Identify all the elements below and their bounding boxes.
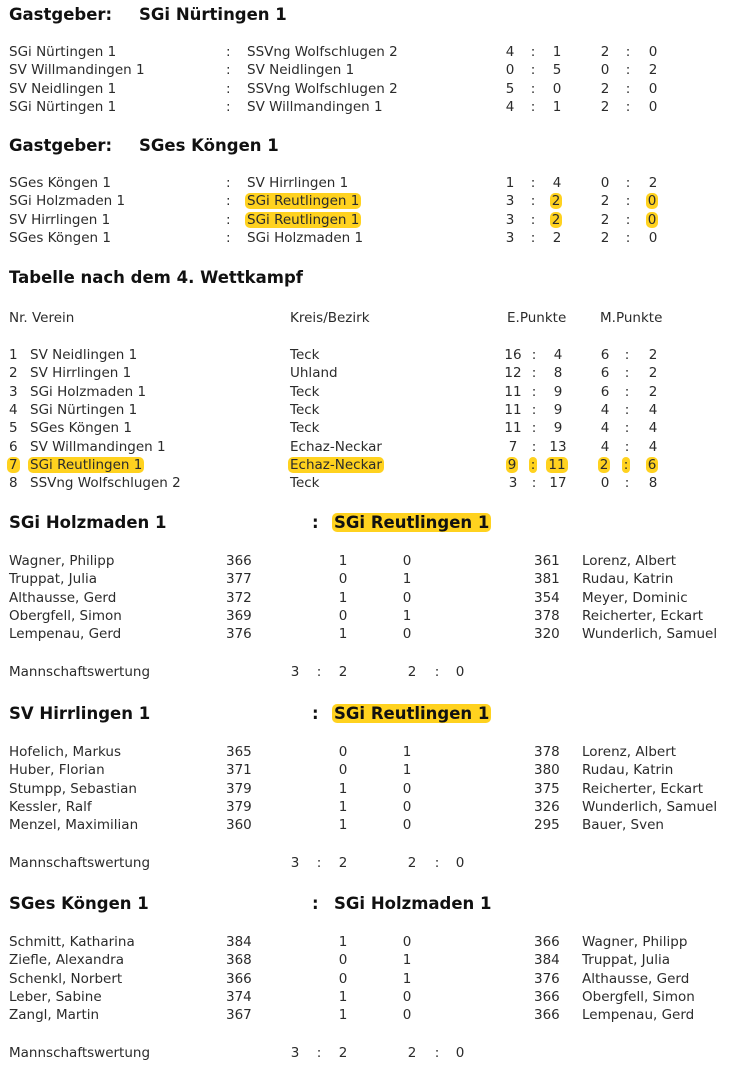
duel-sep: : bbox=[312, 513, 319, 532]
highlight-mark: 2 bbox=[551, 211, 561, 228]
point-home: 0 bbox=[338, 744, 348, 760]
sep: : bbox=[624, 401, 630, 418]
match-epunkte-home: 1 bbox=[505, 175, 515, 191]
host-name: SGi Nürtingen 1 bbox=[139, 5, 287, 24]
match-away: SGi Holzmaden 1 bbox=[247, 229, 364, 246]
match-mpunkte-home: 0 bbox=[600, 175, 610, 191]
match-mpunkte-home: 2 bbox=[600, 229, 610, 246]
match-mpunkte-away: 2 bbox=[648, 62, 658, 79]
sep bbox=[619, 457, 635, 473]
sep: : bbox=[531, 383, 537, 400]
match-sep: : bbox=[625, 44, 631, 60]
score-away: 361 bbox=[534, 553, 560, 569]
score-home: 384 bbox=[226, 934, 252, 950]
highlight-mark: 11 bbox=[548, 456, 566, 473]
score-home: 368 bbox=[226, 952, 252, 969]
match-epunkte-away: 1 bbox=[552, 98, 562, 115]
point-home: 1 bbox=[338, 626, 348, 643]
club-name: SV Hirrlingen 1 bbox=[30, 365, 132, 382]
match-sep: : bbox=[530, 80, 536, 97]
rank: 5 bbox=[9, 420, 18, 437]
team-mp-home: 2 bbox=[407, 1045, 417, 1061]
host-label: Gastgeber: bbox=[9, 136, 113, 155]
point-away: 1 bbox=[402, 571, 412, 588]
shooter-home: Schenkl, Norbert bbox=[9, 970, 123, 987]
team-rating-label: Mannschaftswertung bbox=[9, 855, 151, 871]
host-label: Gastgeber: bbox=[9, 5, 113, 24]
mpunkte-plus: 4 bbox=[600, 420, 610, 437]
match-home: SGes Köngen 1 bbox=[9, 229, 111, 246]
score-home: 367 bbox=[226, 1007, 252, 1024]
team-ep-away: 2 bbox=[338, 1045, 348, 1061]
team-rating-label: Mannschaftswertung bbox=[9, 664, 151, 680]
point-away: 0 bbox=[402, 798, 412, 815]
host-name: SGes Köngen 1 bbox=[139, 136, 279, 155]
point-away: 0 bbox=[402, 780, 412, 797]
mpunkte-minus: 4 bbox=[648, 438, 658, 455]
rank: 6 bbox=[9, 438, 18, 455]
shooter-home: Menzel, Maximilian bbox=[9, 817, 139, 834]
shooter-away: Althausse, Gerd bbox=[582, 970, 690, 987]
club-district: Teck bbox=[290, 401, 320, 418]
highlight-mark: SGi Reutlingen 1 bbox=[334, 513, 490, 532]
match-away: SSVng Wolfschlugen 2 bbox=[247, 80, 398, 97]
match-epunkte-home: 3 bbox=[505, 229, 515, 246]
epunkte-plus: 11 bbox=[504, 383, 522, 400]
team-sep: : bbox=[316, 855, 322, 871]
score-home: 379 bbox=[226, 798, 252, 815]
club-name: SV Neidlingen 1 bbox=[30, 347, 138, 363]
score-away: 354 bbox=[534, 589, 560, 606]
highlight-mark: 9 bbox=[507, 456, 517, 473]
sep: : bbox=[624, 420, 630, 437]
match-mpunkte-away: 2 bbox=[648, 175, 658, 191]
highlight-mark: 0 bbox=[647, 193, 657, 210]
highlight-mark: 0 bbox=[647, 211, 657, 228]
highlight-mark: 2 bbox=[551, 193, 561, 210]
col-header-nr-verein: Nr. Verein bbox=[9, 310, 75, 326]
highlight-mark: SGi Reutlingen 1 bbox=[334, 704, 490, 723]
point-away: 0 bbox=[402, 988, 412, 1005]
score-away: 295 bbox=[534, 817, 560, 834]
point-home: 0 bbox=[338, 970, 348, 987]
match-mpunkte-home: 2 bbox=[600, 98, 610, 115]
match-sep: : bbox=[226, 80, 231, 97]
duel-sep: : bbox=[312, 894, 319, 913]
score-away: 326 bbox=[534, 798, 560, 815]
match-mpunkte-home: 2 bbox=[600, 211, 610, 228]
match-mpunkte-home: 2 bbox=[600, 193, 610, 210]
score-home: 379 bbox=[226, 780, 252, 797]
sep: : bbox=[624, 383, 630, 400]
highlight-mark: SGi Reutlingen 1 bbox=[247, 193, 360, 210]
epunkte-minus bbox=[547, 457, 569, 473]
mpunkte-minus: 4 bbox=[648, 420, 658, 437]
highlight-mark: SGi Reutlingen 1 bbox=[30, 456, 143, 473]
match-sep: : bbox=[226, 62, 231, 79]
mpunkte-minus: 2 bbox=[648, 347, 658, 363]
duel-away-team: SGi Holzmaden 1 bbox=[334, 894, 492, 913]
point-away: 1 bbox=[402, 970, 412, 987]
match-home: SGi Holzmaden 1 bbox=[9, 193, 126, 210]
match-away bbox=[247, 193, 361, 209]
rank: 2 bbox=[9, 365, 18, 382]
mpunkte-plus: 6 bbox=[600, 365, 610, 382]
match-mpunkte-home: 2 bbox=[600, 80, 610, 97]
team-mp-away: 0 bbox=[455, 664, 465, 680]
score-home: 371 bbox=[226, 762, 252, 779]
club-name: SGi Nürtingen 1 bbox=[30, 401, 138, 418]
shooter-home: Wagner, Philipp bbox=[9, 553, 115, 569]
match-epunkte-away: 1 bbox=[552, 44, 562, 60]
shooter-away: Obergfell, Simon bbox=[582, 988, 695, 1005]
score-away: 376 bbox=[534, 970, 560, 987]
match-epunkte-away: 4 bbox=[552, 175, 562, 191]
point-away: 1 bbox=[402, 744, 412, 760]
match-mpunkte-away: 0 bbox=[648, 80, 658, 97]
epunkte-minus: 9 bbox=[553, 420, 563, 437]
score-away: 378 bbox=[534, 607, 560, 624]
club-name: SGes Köngen 1 bbox=[30, 420, 132, 437]
team-mp-away: 0 bbox=[455, 1045, 465, 1061]
shooter-away: Wunderlich, Samuel bbox=[582, 798, 718, 815]
shooter-home: Stumpp, Sebastian bbox=[9, 780, 137, 797]
rank: 1 bbox=[9, 347, 18, 363]
point-home: 0 bbox=[338, 571, 348, 588]
match-home: SV Willmandingen 1 bbox=[9, 62, 145, 79]
point-home: 1 bbox=[338, 934, 348, 950]
point-away: 1 bbox=[402, 952, 412, 969]
mpunkte-minus: 8 bbox=[648, 475, 658, 492]
match-away: SV Hirrlingen 1 bbox=[247, 175, 349, 191]
score-away: 378 bbox=[534, 744, 560, 760]
score-home: 372 bbox=[226, 589, 252, 606]
match-sep: : bbox=[625, 193, 631, 210]
match-sep: : bbox=[625, 229, 631, 246]
shooter-away: Wagner, Philipp bbox=[582, 934, 688, 950]
match-away bbox=[247, 212, 361, 228]
club-district: Teck bbox=[290, 347, 320, 363]
score-away: 320 bbox=[534, 626, 560, 643]
point-home: 1 bbox=[338, 589, 348, 606]
match-epunkte-home: 4 bbox=[505, 44, 515, 60]
epunkte-plus bbox=[502, 457, 524, 473]
team-rating-label: Mannschaftswertung bbox=[9, 1045, 151, 1061]
score-home: 366 bbox=[226, 970, 252, 987]
mpunkte-plus: 6 bbox=[600, 347, 610, 363]
match-mpunkte-away bbox=[643, 212, 663, 228]
point-away: 0 bbox=[402, 817, 412, 834]
match-epunkte-away: 2 bbox=[552, 229, 562, 246]
sep: : bbox=[531, 365, 537, 382]
match-home: SV Neidlingen 1 bbox=[9, 80, 117, 97]
match-epunkte-home: 5 bbox=[505, 80, 515, 97]
match-sep: : bbox=[530, 98, 536, 115]
team-sep: : bbox=[434, 1045, 440, 1061]
team-ep-home: 3 bbox=[290, 1045, 300, 1061]
shooter-away: Rudau, Katrin bbox=[582, 571, 674, 588]
match-mpunkte-away: 0 bbox=[648, 44, 658, 60]
point-home: 1 bbox=[338, 1007, 348, 1024]
duel-home-team: SV Hirrlingen 1 bbox=[9, 704, 151, 723]
club-district: Echaz-Neckar bbox=[290, 438, 382, 455]
shooter-away: Rudau, Katrin bbox=[582, 762, 674, 779]
score-home: 366 bbox=[226, 553, 252, 569]
club-name: SGi Holzmaden 1 bbox=[30, 383, 147, 400]
rank: 3 bbox=[9, 383, 18, 400]
point-home: 1 bbox=[338, 817, 348, 834]
duel-away-team bbox=[334, 513, 491, 532]
epunkte-minus: 9 bbox=[553, 383, 563, 400]
match-sep: : bbox=[625, 175, 631, 191]
epunkte-plus: 7 bbox=[508, 438, 518, 455]
col-header-epunkte: E.Punkte bbox=[507, 310, 567, 326]
point-home: 1 bbox=[338, 988, 348, 1005]
point-away: 1 bbox=[402, 607, 412, 624]
sep: : bbox=[531, 420, 537, 437]
match-epunkte-away: 0 bbox=[552, 80, 562, 97]
match-mpunkte-away: 0 bbox=[648, 229, 658, 246]
duel-home-team: SGi Holzmaden 1 bbox=[9, 513, 167, 532]
match-sep: : bbox=[625, 62, 631, 79]
club-name bbox=[30, 457, 144, 473]
col-header-mpunkte: M.Punkte bbox=[600, 310, 663, 326]
match-mpunkte-away: 0 bbox=[648, 98, 658, 115]
team-ep-away: 2 bbox=[338, 855, 348, 871]
shooter-away: Reicherter, Eckart bbox=[582, 607, 704, 624]
shooter-home: Obergfell, Simon bbox=[9, 607, 122, 624]
match-home: SGes Köngen 1 bbox=[9, 175, 111, 191]
club-name: SV Willmandingen 1 bbox=[30, 438, 166, 455]
match-sep: : bbox=[226, 229, 231, 246]
match-sep: : bbox=[226, 44, 231, 60]
sep: : bbox=[624, 365, 630, 382]
club-district: Teck bbox=[290, 383, 320, 400]
mpunkte-plus: 4 bbox=[600, 438, 610, 455]
sep: : bbox=[531, 347, 537, 363]
shooter-away: Meyer, Dominic bbox=[582, 589, 688, 606]
epunkte-minus: 8 bbox=[553, 365, 563, 382]
score-away: 375 bbox=[534, 780, 560, 797]
team-ep-away: 2 bbox=[338, 664, 348, 680]
mpunkte-plus: 6 bbox=[600, 383, 610, 400]
team-sep: : bbox=[316, 1045, 322, 1061]
team-mp-home: 2 bbox=[407, 855, 417, 871]
shooter-away: Lorenz, Albert bbox=[582, 553, 677, 569]
mpunkte-minus: 2 bbox=[648, 365, 658, 382]
shooter-away: Reicherter, Eckart bbox=[582, 780, 704, 797]
epunkte-plus: 3 bbox=[508, 475, 518, 492]
match-sep: : bbox=[530, 193, 536, 210]
match-home: SGi Nürtingen 1 bbox=[9, 98, 117, 115]
epunkte-plus: 16 bbox=[504, 347, 522, 363]
match-epunkte-home: 0 bbox=[505, 62, 515, 79]
mpunkte-minus bbox=[644, 457, 662, 473]
score-home: 376 bbox=[226, 626, 252, 643]
club-district bbox=[290, 457, 384, 473]
score-home: 369 bbox=[226, 607, 252, 624]
match-sep: : bbox=[530, 175, 536, 191]
point-away: 0 bbox=[402, 589, 412, 606]
shooter-away: Bauer, Sven bbox=[582, 817, 664, 834]
highlight-mark: : bbox=[530, 456, 536, 473]
shooter-home: Althausse, Gerd bbox=[9, 589, 117, 606]
match-sep: : bbox=[530, 229, 536, 246]
score-away: 381 bbox=[534, 571, 560, 588]
score-away: 380 bbox=[534, 762, 560, 779]
club-name: SSVng Wolfschlugen 2 bbox=[30, 475, 181, 492]
match-epunkte-home: 3 bbox=[505, 193, 515, 210]
match-mpunkte-home: 0 bbox=[600, 62, 610, 79]
shooter-home: Lempenau, Gerd bbox=[9, 626, 122, 643]
match-mpunkte-home: 2 bbox=[600, 44, 610, 60]
shooter-home: Schmitt, Katharina bbox=[9, 934, 135, 950]
duel-sep: : bbox=[312, 704, 319, 723]
match-epunkte-home: 4 bbox=[505, 98, 515, 115]
score-away: 366 bbox=[534, 934, 560, 950]
shooter-home: Ziefle, Alexandra bbox=[9, 952, 124, 969]
match-sep: : bbox=[226, 98, 231, 115]
mpunkte-plus bbox=[596, 457, 614, 473]
score-home: 374 bbox=[226, 988, 252, 1005]
mpunkte-minus: 2 bbox=[648, 383, 658, 400]
match-sep: : bbox=[530, 62, 536, 79]
shooter-home: Huber, Florian bbox=[9, 762, 105, 779]
point-home: 0 bbox=[338, 762, 348, 779]
point-home: 1 bbox=[338, 553, 348, 569]
point-away: 0 bbox=[402, 1007, 412, 1024]
club-district: Teck bbox=[290, 475, 320, 492]
point-home: 0 bbox=[338, 952, 348, 969]
epunkte-plus: 11 bbox=[504, 420, 522, 437]
match-home: SGi Nürtingen 1 bbox=[9, 44, 117, 60]
match-sep: : bbox=[625, 211, 631, 228]
rank: 8 bbox=[9, 475, 18, 492]
shooter-away: Lorenz, Albert bbox=[582, 744, 677, 760]
match-sep: : bbox=[226, 175, 231, 191]
club-district: Uhland bbox=[290, 365, 338, 382]
match-epunkte-home: 3 bbox=[505, 211, 515, 228]
match-epunkte-away bbox=[547, 193, 567, 209]
point-home: 1 bbox=[338, 780, 348, 797]
sep: : bbox=[624, 438, 630, 455]
shooter-away: Wunderlich, Samuel bbox=[582, 626, 718, 643]
match-sep: : bbox=[530, 44, 536, 60]
highlight-mark: 7 bbox=[9, 456, 18, 473]
shooter-home: Truppat, Julia bbox=[9, 571, 97, 588]
sep: : bbox=[624, 347, 630, 363]
epunkte-plus: 11 bbox=[504, 401, 522, 418]
score-away: 366 bbox=[534, 1007, 560, 1024]
epunkte-minus: 13 bbox=[549, 438, 567, 455]
score-home: 365 bbox=[226, 744, 252, 760]
match-sep: : bbox=[625, 98, 631, 115]
point-away: 0 bbox=[402, 934, 412, 950]
shooter-home: Hofelich, Markus bbox=[9, 744, 121, 760]
match-sep: : bbox=[226, 211, 231, 228]
rank bbox=[9, 457, 20, 473]
table-title: Tabelle nach dem 4. Wettkampf bbox=[9, 268, 303, 287]
match-away: SSVng Wolfschlugen 2 bbox=[247, 44, 398, 60]
point-home: 1 bbox=[338, 798, 348, 815]
score-home: 377 bbox=[226, 571, 252, 588]
point-away: 1 bbox=[402, 762, 412, 779]
team-mp-home: 2 bbox=[407, 664, 417, 680]
score-away: 384 bbox=[534, 952, 560, 969]
sep bbox=[526, 457, 542, 473]
epunkte-minus: 9 bbox=[553, 401, 563, 418]
duel-away-team bbox=[334, 704, 491, 723]
mpunkte-plus: 4 bbox=[600, 401, 610, 418]
shooter-home: Leber, Sabine bbox=[9, 988, 102, 1005]
shooter-away: Lempenau, Gerd bbox=[582, 1007, 695, 1024]
match-away: SV Neidlingen 1 bbox=[247, 62, 355, 79]
team-sep: : bbox=[434, 855, 440, 871]
mpunkte-plus: 0 bbox=[600, 475, 610, 492]
team-ep-home: 3 bbox=[290, 664, 300, 680]
mpunkte-minus: 4 bbox=[648, 401, 658, 418]
club-district: Teck bbox=[290, 420, 320, 437]
point-home: 0 bbox=[338, 607, 348, 624]
team-sep: : bbox=[316, 664, 322, 680]
match-epunkte-away: 5 bbox=[552, 62, 562, 79]
team-sep: : bbox=[434, 664, 440, 680]
epunkte-minus: 4 bbox=[553, 347, 563, 363]
match-away: SV Willmandingen 1 bbox=[247, 98, 383, 115]
sep: : bbox=[624, 475, 630, 492]
highlight-mark: Echaz-Neckar bbox=[290, 456, 382, 473]
highlight-mark: 6 bbox=[647, 456, 657, 473]
match-sep: : bbox=[625, 80, 631, 97]
sep: : bbox=[531, 401, 537, 418]
epunkte-minus: 17 bbox=[549, 475, 567, 492]
highlight-mark: : bbox=[623, 456, 629, 473]
epunkte-plus: 12 bbox=[504, 365, 522, 382]
sep: : bbox=[531, 438, 537, 455]
highlight-mark: 2 bbox=[599, 456, 609, 473]
point-away: 0 bbox=[402, 626, 412, 643]
match-home: SV Hirrlingen 1 bbox=[9, 211, 111, 228]
score-away: 366 bbox=[534, 988, 560, 1005]
match-sep: : bbox=[226, 193, 231, 210]
duel-home-team: SGes Köngen 1 bbox=[9, 894, 149, 913]
score-home: 360 bbox=[226, 817, 252, 834]
point-away: 0 bbox=[402, 553, 412, 569]
sep: : bbox=[531, 475, 537, 492]
shooter-home: Kessler, Ralf bbox=[9, 798, 92, 815]
shooter-away: Truppat, Julia bbox=[582, 952, 670, 969]
team-ep-home: 3 bbox=[290, 855, 300, 871]
shooter-home: Zangl, Martin bbox=[9, 1007, 100, 1024]
col-header-kreis: Kreis/Bezirk bbox=[290, 310, 370, 326]
team-mp-away: 0 bbox=[455, 855, 465, 871]
highlight-mark: SGi Reutlingen 1 bbox=[247, 211, 360, 228]
match-mpunkte-away bbox=[643, 193, 663, 209]
match-sep: : bbox=[530, 211, 536, 228]
rank: 4 bbox=[9, 401, 18, 418]
match-epunkte-away bbox=[547, 212, 567, 228]
